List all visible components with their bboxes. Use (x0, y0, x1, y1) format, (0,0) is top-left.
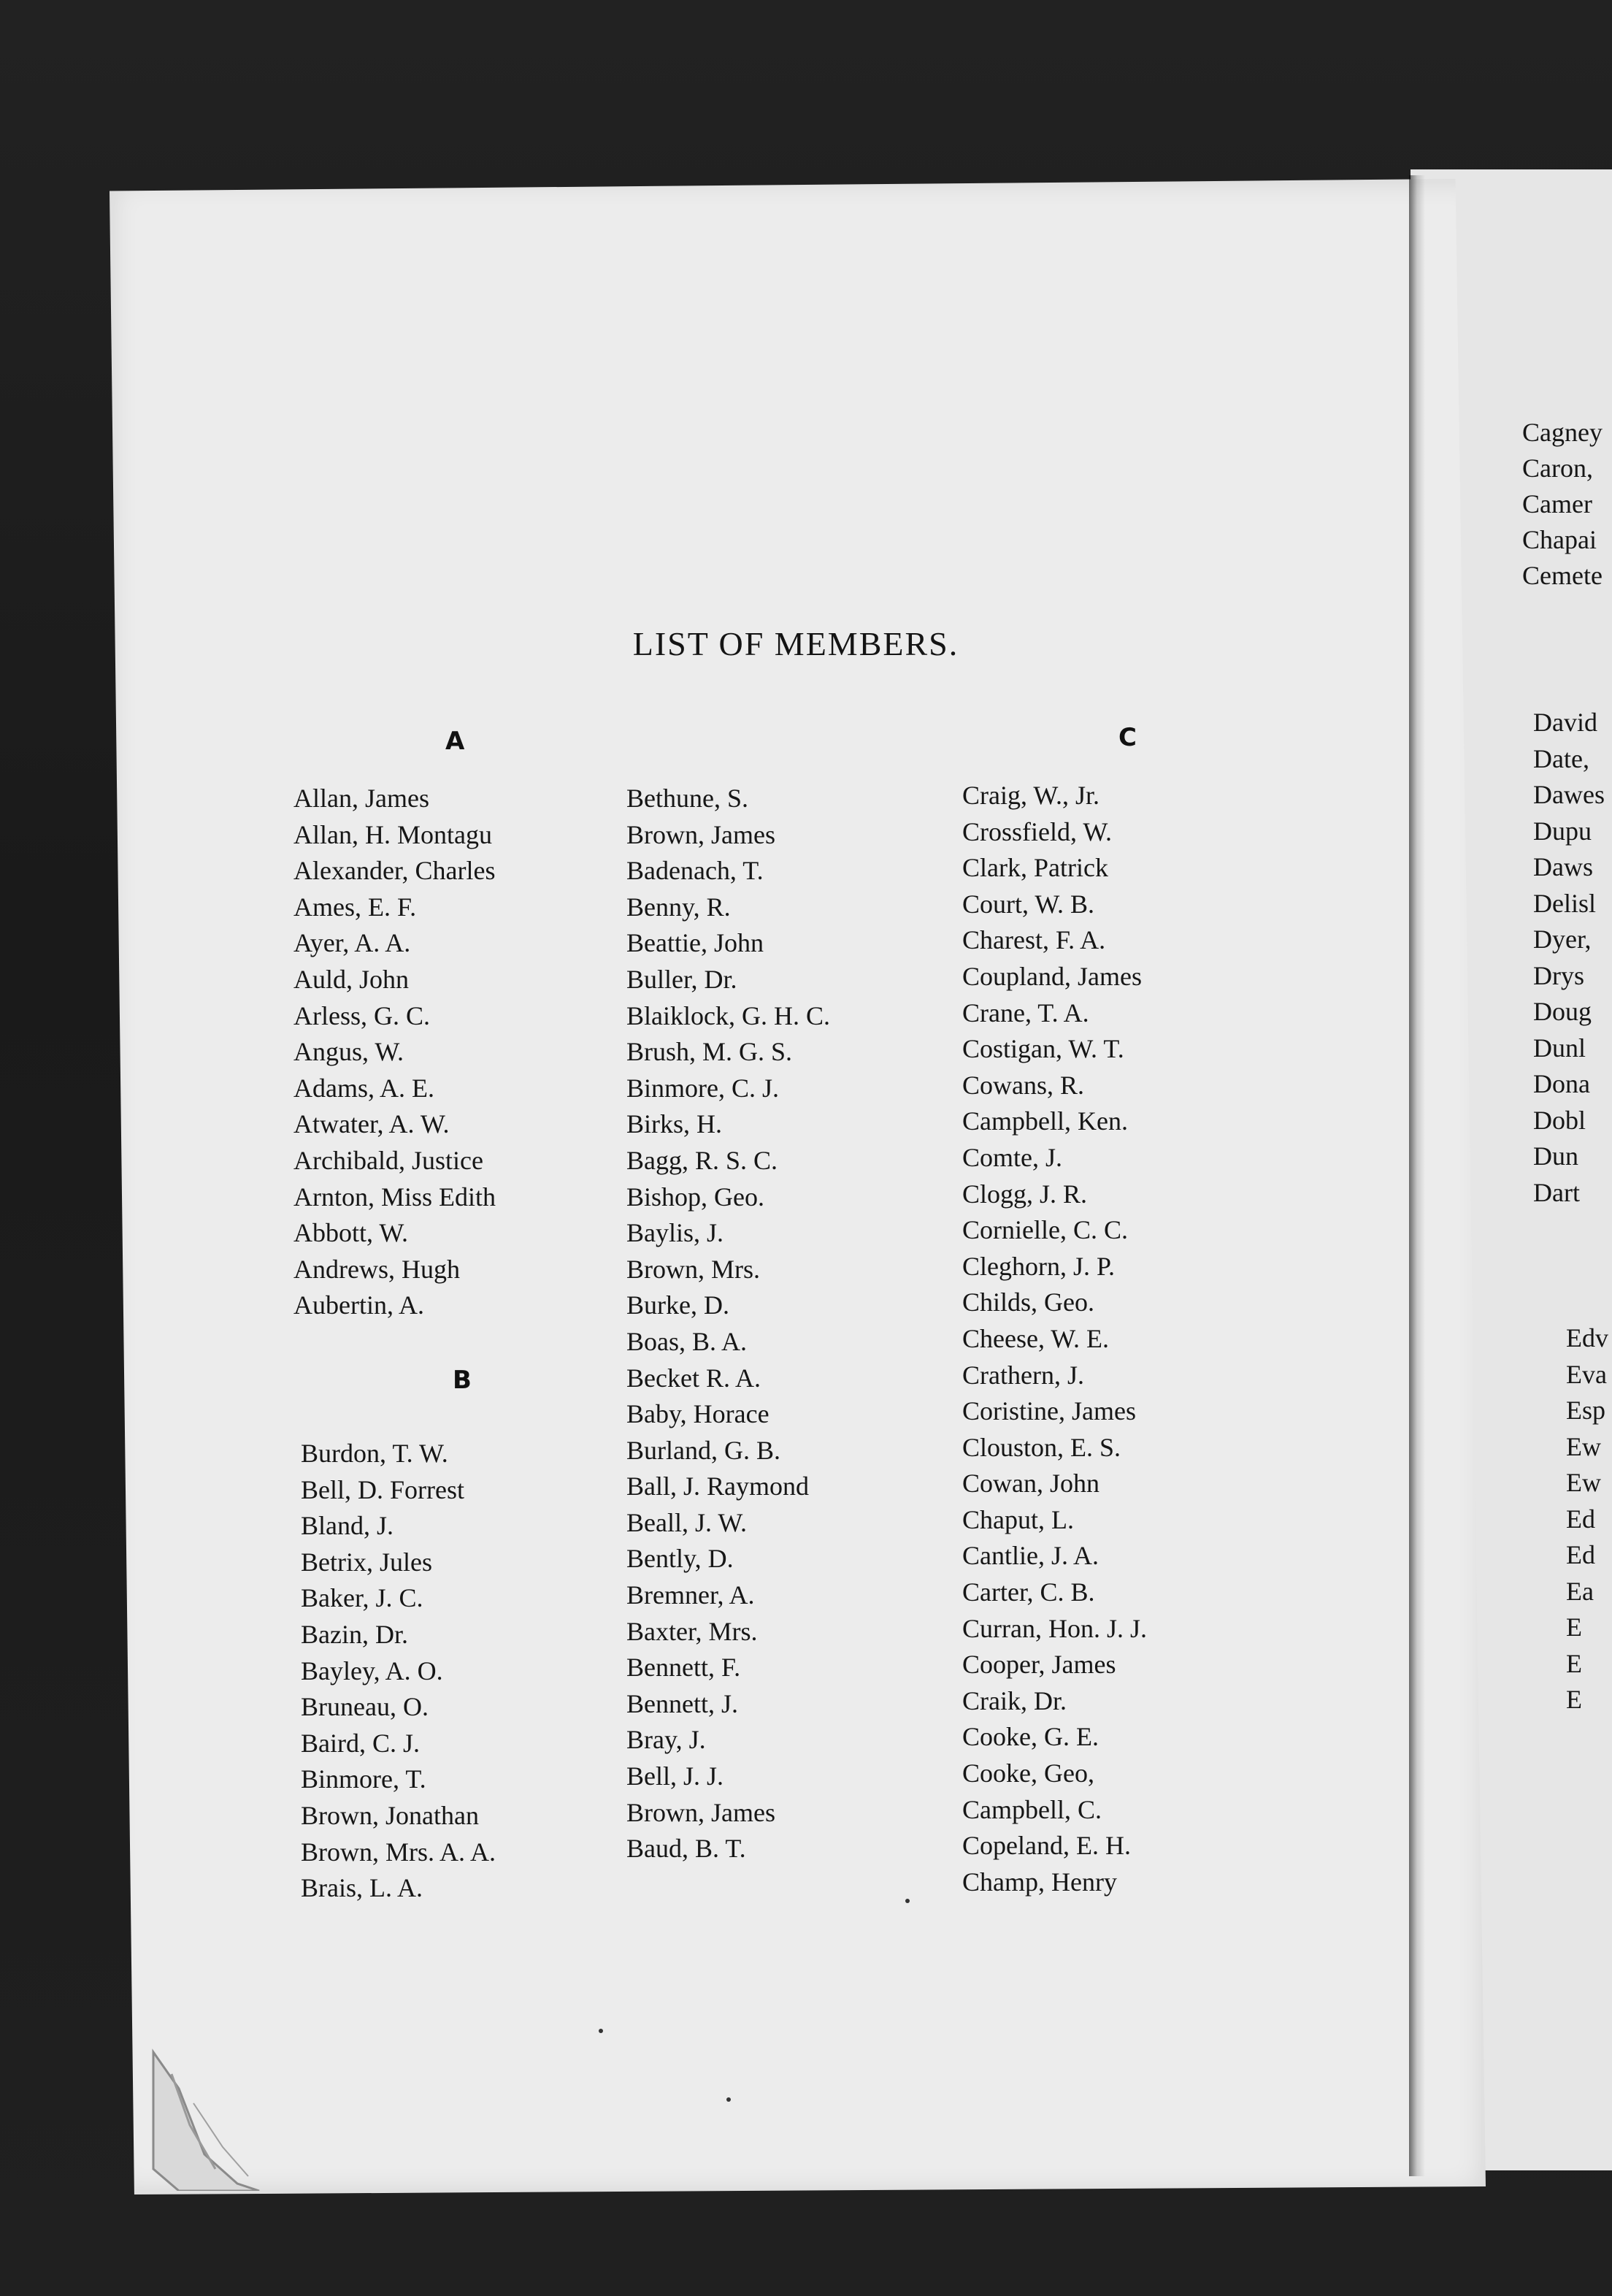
truncated-member-name: Esp (1566, 1396, 1605, 1425)
member-name: Alexander, Charles (293, 856, 496, 886)
member-column-b-left (301, 1436, 496, 1907)
member-name: Buller, Dr. (626, 964, 737, 994)
member-name: Arless, G. C. (293, 1000, 430, 1030)
member-name: Bremner, A. (626, 1580, 755, 1610)
member-name: Birks, H. (626, 1109, 723, 1139)
member-name: Crossfield, W. (962, 816, 1113, 846)
right-page-fragment-top (1522, 415, 1603, 594)
member-name: Allan, H. Montagu (293, 819, 492, 849)
member-name: Baxter, Mrs. (626, 1616, 758, 1646)
member-name: Cooper, James (962, 1650, 1116, 1680)
member-name: Beall, J. W. (626, 1507, 748, 1537)
truncated-member-name: Daws (1533, 852, 1593, 881)
member-name: Brown, James (626, 1797, 775, 1827)
truncated-member-name: Chapai (1522, 525, 1597, 554)
truncated-member-name: Eva (1566, 1359, 1607, 1389)
member-name: Binmore, T. (301, 1764, 426, 1794)
member-name: Bishop, Geo. (626, 1182, 764, 1212)
member-name: Andrews, Hugh (293, 1254, 460, 1284)
member-name: Bayley, A. O. (301, 1656, 443, 1685)
member-name: Bagg, R. S. C. (626, 1145, 778, 1175)
member-name: Champ, Henry (962, 1867, 1117, 1897)
truncated-member-name: E (1566, 1612, 1582, 1642)
member-name: Bruneau, O. (301, 1692, 429, 1722)
member-name: Campbell, Ken. (962, 1106, 1128, 1136)
member-name: Bell, J. J. (626, 1761, 724, 1791)
member-column-b-right (626, 781, 830, 1867)
member-name: Cornielle, C. C. (962, 1215, 1128, 1245)
member-name: Chaput, L. (962, 1504, 1074, 1534)
member-name: Copeland, E. H. (962, 1831, 1131, 1861)
member-name: Betrix, Jules (301, 1547, 432, 1577)
member-name: Beattie, John (626, 928, 764, 958)
truncated-member-name: Dunl (1533, 1033, 1586, 1063)
truncated-member-name: Edv (1566, 1323, 1608, 1352)
truncated-member-name: Date, (1533, 743, 1589, 773)
truncated-member-name: Drys (1533, 960, 1584, 990)
member-name: Crathern, J. (962, 1360, 1084, 1390)
member-name: Archibald, Justice (293, 1145, 483, 1175)
torn-corner (150, 2045, 274, 2191)
member-name: Cowans, R. (962, 1070, 1085, 1100)
member-name: Clark, Patrick (962, 853, 1108, 883)
member-name: Bazin, Dr. (301, 1619, 408, 1649)
page-gutter-shadow (1409, 175, 1425, 2176)
truncated-member-name: Dobl (1533, 1105, 1586, 1135)
truncated-member-name: Dyer, (1533, 925, 1592, 954)
member-name: Baby, Horace (626, 1399, 769, 1429)
member-name: Clogg, J. R. (962, 1179, 1088, 1209)
member-name: Childs, Geo. (962, 1287, 1095, 1317)
member-name: Campbell, C. (962, 1794, 1102, 1824)
truncated-member-name: Dun (1533, 1141, 1578, 1171)
member-name: Cleghorn, J. P. (962, 1251, 1116, 1281)
member-column-c (962, 778, 1147, 1900)
member-name: Cantlie, J. A. (962, 1541, 1099, 1571)
member-name: Auld, John (293, 964, 410, 994)
truncated-member-name: Delisl (1533, 888, 1596, 918)
member-name: Craig, W., Jr. (962, 781, 1100, 810)
member-name: Comte, J. (962, 1142, 1063, 1172)
member-name: Cowan, John (962, 1469, 1099, 1499)
member-name: Brown, Mrs. A. A. (301, 1837, 496, 1867)
member-name: Bell, D. Forrest (301, 1474, 464, 1504)
truncated-member-name: Ew (1566, 1431, 1601, 1461)
truncated-member-name: Cemete (1522, 561, 1603, 590)
member-name: Coupland, James (962, 961, 1142, 991)
truncated-member-name: Ea (1566, 1576, 1594, 1606)
truncated-member-name: Cagney (1522, 418, 1603, 447)
member-name: Bland, J. (301, 1511, 394, 1541)
truncated-member-name: Dart (1533, 1177, 1580, 1207)
member-name: Carter, C. B. (962, 1577, 1095, 1607)
member-name: Crane, T. A. (962, 998, 1089, 1028)
member-name: Burland, G. B. (626, 1435, 780, 1465)
member-column-a (293, 781, 496, 1324)
member-name: Ayer, A. A. (293, 928, 411, 958)
member-name: Badenach, T. (626, 856, 764, 886)
member-name: Baird, C. J. (301, 1728, 421, 1758)
truncated-member-name: E (1566, 1648, 1582, 1678)
member-name: Ball, J. Raymond (626, 1472, 809, 1501)
truncated-member-name: Dawes (1533, 780, 1605, 809)
member-name: Brown, Jonathan (301, 1800, 479, 1830)
member-name: Baker, J. C. (301, 1583, 423, 1613)
member-name: Baud, B. T. (626, 1834, 746, 1864)
member-name: Brush, M. G. S. (626, 1037, 793, 1067)
section-heading-a: A (445, 727, 465, 756)
truncated-member-name: Dona (1533, 1069, 1590, 1098)
member-name: Burke, D. (626, 1290, 729, 1320)
section-heading-c: C (1118, 723, 1137, 752)
member-name: Craik, Dr. (962, 1685, 1067, 1715)
member-name: Cooke, Geo, (962, 1759, 1094, 1788)
member-name: Aubertin, A. (293, 1290, 424, 1320)
truncated-member-name: Ew (1566, 1468, 1601, 1497)
truncated-member-name: Ed (1566, 1504, 1595, 1534)
section-heading-b: B (453, 1366, 472, 1395)
member-name: Boas, B. A. (626, 1326, 748, 1356)
member-name: Court, W. B. (962, 889, 1095, 919)
member-name: Angus, W. (293, 1037, 404, 1067)
truncated-member-name: Ed (1566, 1540, 1595, 1569)
truncated-member-name: Doug (1533, 997, 1592, 1026)
member-name: Abbott, W. (293, 1218, 409, 1248)
member-name: Benny, R. (626, 892, 731, 922)
truncated-member-name: E (1566, 1685, 1582, 1714)
member-name: Blaiklock, G. H. C. (626, 1000, 830, 1030)
member-name: Cooke, G. E. (962, 1722, 1099, 1752)
member-name: Adams, A. E. (293, 1073, 434, 1103)
member-name: Brais, L. A. (301, 1873, 423, 1903)
member-name: Brown, James (626, 819, 775, 849)
page-title: LIST OF MEMBERS. (632, 625, 959, 662)
ink-speck (905, 1899, 910, 1903)
member-name: Atwater, A. W. (293, 1109, 450, 1139)
ink-speck (599, 2029, 603, 2033)
member-name: Ames, E. F. (293, 892, 417, 922)
member-name: Burdon, T. W. (301, 1439, 448, 1468)
right-page-fragment-bottom (1566, 1320, 1608, 1718)
member-name: Bethune, S. (626, 784, 748, 813)
member-name: Baylis, J. (626, 1218, 724, 1248)
member-name: Clouston, E. S. (962, 1432, 1121, 1462)
member-name: Binmore, C. J. (626, 1073, 780, 1103)
truncated-member-name: Dupu (1533, 816, 1592, 846)
right-page-fragment-middle (1533, 705, 1605, 1211)
truncated-member-name: Camer (1522, 489, 1592, 518)
member-name: Curran, Hon. J. J. (962, 1613, 1147, 1643)
member-name: Allan, James (293, 784, 429, 813)
member-name: Costigan, W. T. (962, 1034, 1124, 1064)
truncated-member-name: Caron, (1522, 454, 1593, 483)
member-name: Brown, Mrs. (626, 1254, 761, 1284)
member-name: Charest, F. A. (962, 925, 1106, 955)
member-name: Bennett, J. (626, 1688, 738, 1718)
ink-speck (726, 2097, 731, 2102)
member-name: Coristine, James (962, 1396, 1136, 1426)
member-name: Bennett, F. (626, 1653, 741, 1683)
member-name: Cheese, W. E. (962, 1323, 1109, 1353)
member-name: Becket R. A. (626, 1363, 761, 1393)
truncated-member-name: David (1533, 708, 1597, 737)
member-name: Bray, J. (626, 1725, 706, 1755)
member-name: Bently, D. (626, 1544, 734, 1574)
member-name: Arnton, Miss Edith (293, 1182, 496, 1212)
